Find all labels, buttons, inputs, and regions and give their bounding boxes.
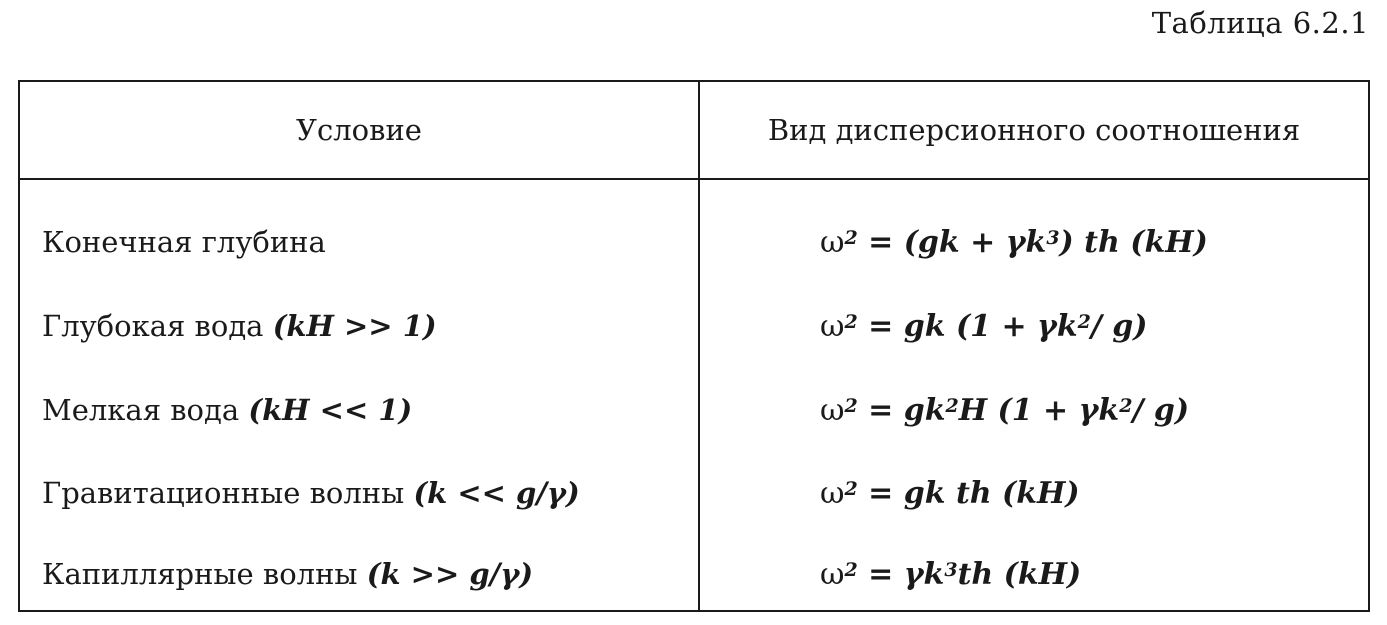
formula-cell [820,212,1208,272]
omega-symbol: ω [820,308,845,344]
table-row [20,544,1368,604]
formula-part: H (1 + γk [958,392,1120,428]
header-divider [20,178,1368,180]
condition-cell [42,212,326,272]
table-caption: Таблица 6.2.1 [1151,6,1369,40]
condition-label: Конечная глубина [42,225,326,259]
dispersion-table [18,80,1370,612]
omega-symbol: ω [820,224,845,260]
condition-label: Капиллярные волны [42,557,358,591]
formula-cell [820,463,1080,523]
formula-exponent: 2 [844,559,858,581]
formula-part: ) th (kH) [1059,224,1208,260]
omega-symbol: ω [820,556,845,592]
header-condition: Условие [296,113,422,147]
formula-part: = (gk + γk [868,224,1047,260]
formula-exponent: 3 [1046,227,1060,249]
formula-cell [820,380,1189,440]
condition-expression: (kH << 1) [248,393,413,427]
table-row [20,212,1368,272]
table-row [20,463,1368,523]
formula-exponent: 2 [1077,311,1091,333]
formula-exponent: 2 [945,395,959,417]
condition-cell [42,463,580,523]
formula-exponent: 3 [944,559,958,581]
formula-exponent: 2 [844,395,858,417]
formula-part: = gk (1 + γk [868,308,1078,344]
omega-symbol: ω [820,475,845,511]
formula-part: = gk th (kH) [868,475,1080,511]
header-relation: Вид дисперсионного соотношения [767,113,1301,147]
formula-exponent: 2 [844,478,858,500]
formula-part: = gk [868,392,946,428]
condition-cell [42,296,437,356]
condition-expression: (k >> g/γ) [366,557,534,591]
formula-exponent: 2 [844,311,858,333]
formula-part: / g) [1090,308,1148,344]
formula-cell [820,296,1147,356]
omega-symbol: ω [820,392,845,428]
condition-cell [42,380,412,440]
condition-label: Гравитационные волны [42,476,405,510]
condition-label: Глубокая вода [42,309,264,343]
table-row [20,380,1368,440]
table-row [20,296,1368,356]
formula-part: = γk [868,556,945,592]
condition-cell [42,544,533,604]
condition-expression: (kH >> 1) [272,309,437,343]
formula-cell [820,544,1081,604]
condition-label: Мелкая вода [42,393,240,427]
formula-exponent: 2 [844,227,858,249]
formula-part: / g) [1132,392,1190,428]
formula-exponent: 2 [1119,395,1133,417]
formula-part: th (kH) [957,556,1082,592]
condition-expression: (k << g/γ) [413,476,580,510]
